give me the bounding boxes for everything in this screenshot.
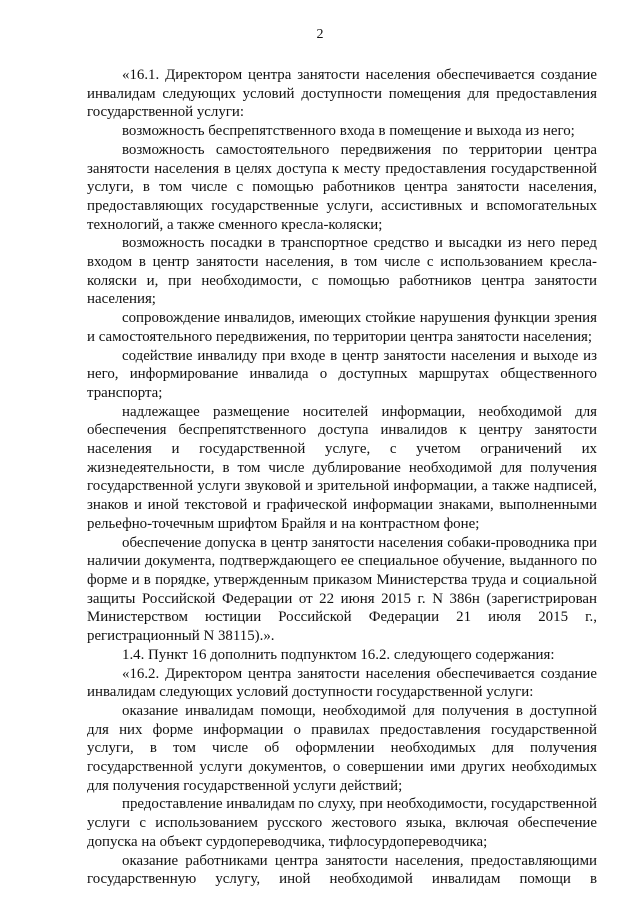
- document-body: [87, 66, 597, 889]
- paragraph-escort: сопровождение инвалидов, имеющих стойкие нарушения функции зрения и самостоятельного передвижения, по территории центра занятости населения;: [87, 310, 597, 345]
- paragraph-entry-exit: возможность беспрепятственного входа в помещение и выхода из него;: [122, 123, 575, 140]
- paragraph-staff-assistance: оказание работниками центра занятости населения, предоставляющими государственную услугу, иной необходимой инвалидам помощи в: [87, 852, 597, 888]
- paragraph-amendment-1-4: 1.4. Пункт 16 дополнить подпунктом 16.2. следующего содержания:: [122, 646, 555, 663]
- paragraph-sign-language: предоставление инвалидам по слуху, при необходимости, государственной услуги с использованием русского жестового языка, включая обеспечение допуска на объект сурдопереводчика, тифлосурдопереводчика;: [87, 796, 597, 850]
- paragraph-help-information: оказание инвалидам помощи, необходимой для получения в доступной для них форме информации о правилах предоставления государственной услуги, в том числе об оформлении необходимых для получения государственной услуги документов, о совершении ими других необходимых для получения государственной услуги действий;: [87, 702, 597, 794]
- paragraph-16-2-intro: «16.2. Директором центра занятости населения обеспечивается создание инвалидам следующих условий доступности государственной услуги:: [87, 665, 597, 701]
- paragraph-assistance-entry: содействие инвалиду при входе в центр занятости населения и выходе из него, информирование инвалида о доступных маршрутах общественного транспорта;: [87, 347, 597, 401]
- paragraph-information-placement: надлежащее размещение носителей информации, необходимой для обеспечения беспрепятственного доступа инвалидов к центру занятости населения и государственной услуге, с учетом ограничений их жизнедеятельности, в том числе дублирование необходимой для получения государственной услуги звуковой и зрительной информации, а также надписей, знаков и иной текстовой и графической информации знаками, выполненными рельефно-точечным шрифтом Брайля и на контрастном фоне;: [87, 403, 597, 532]
- page-number: 2: [316, 27, 324, 42]
- paragraph-16-1-intro: «16.1. Директором центра занятости населения обеспечивается создание инвалидам следующих условий доступности помещения для предоставления государственной услуги:: [87, 67, 597, 121]
- paragraph-movement-territory: возможность самостоятельного передвижения по территории центра занятости населения в целях доступа к месту предоставления государственной услуги, в том числе с помощью работников центра занятости населения, предоставляющих государственные услуги, ассистивных и вспомогательных технологий, а также сменного кресла-коляски;: [87, 141, 597, 233]
- paragraph-transport-boarding: возможность посадки в транспортное средство и высадки из него перед входом в центр занятости населения, в том числе с использованием кресла-коляски и, при необходимости, с помощью работников центра занятости населения;: [87, 235, 597, 308]
- paragraph-guide-dog: обеспечение допуска в центр занятости населения собаки-проводника при наличии документа, подтверждающего ее специальное обучение, выданного по форме и в порядке, утвержденным приказом Министерства труда и социальной защиты Российской Федерации от 22 июня 2015 г. N 386н (зарегистрирован Министерством юстиции Российской Федерации 21 июля 2015 г., регистрационный N 38115).».: [87, 534, 597, 645]
